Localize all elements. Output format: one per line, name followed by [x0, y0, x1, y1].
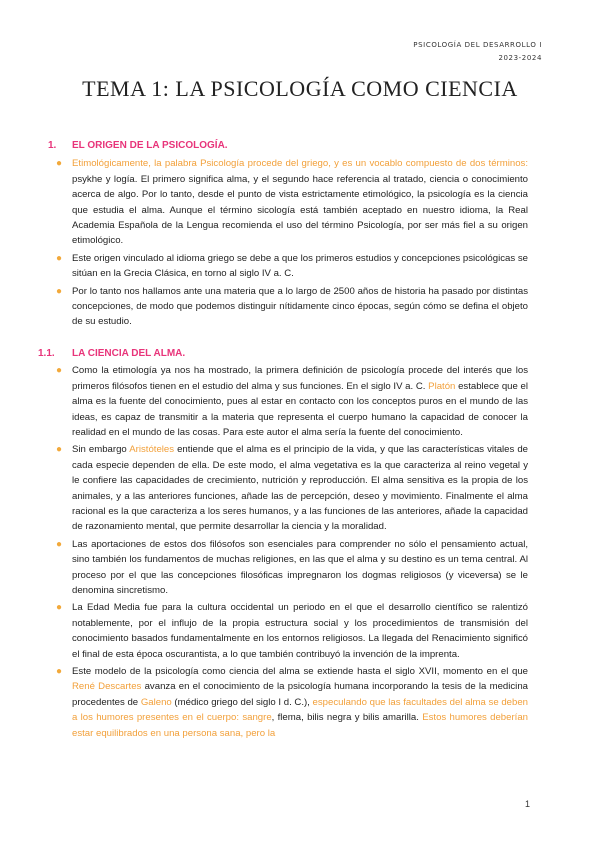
list-item: ● Este modelo de la psicología como ciencia del alma se extiende hasta el siglo XVII, momento en el que René Descartes avanza en el conocimiento de la psicología humana incorporando la tesis de la medicina procedentes de Galeno (médico griego del siglo I d. C.), especulando que las facultades del alma se deben a los humores presentes en el cuerpo: sangre, flema, bilis negra y bilis amarilla. Estos humores deberían estar equilibrados en una persona sana, pero la [56, 666, 529, 739]
section-1-list [48, 156, 528, 329]
bullet-icon: ● [56, 444, 63, 456]
bullet-icon: ● [56, 666, 63, 677]
course-name: PSICOLOGÍA DEL DESARROLLO I [413, 41, 542, 49]
list-item: ● Por lo tanto nos hallamos ante una materia que a lo largo de 2500 años de historia ha pasado por distintas concepciones, de modo que podemos distinguir nítidamente cinco épocas, según cómo se defina el objeto de su estudio. [56, 285, 528, 328]
bullet-icon: ● [56, 252, 63, 264]
page-title: TEMA 1: LA PSICOLOGÍA COMO CIENCIA [82, 76, 518, 101]
section-1-1-list [48, 363, 528, 741]
bullet-icon: ● [56, 158, 63, 170]
list-item: ● Las aportaciones de estos dos filósofos son esenciales para comprender no sólo el pensamiento actual, sino también los fundamentos de muchas religiones, en las que el alma y su destino es un tema central. Al proceso por el que las concepciones filosóficas impregnaron los dogmas religiosos (y viceversa) se le denomina sincretismo. [56, 538, 528, 596]
bullet-icon: ● [56, 285, 63, 297]
document-header [413, 39, 542, 65]
section-heading-1 [48, 138, 528, 153]
section-heading-1-1 [38, 346, 528, 361]
list-item: ● Sin embargo Aristóteles entiende que el alma es el principio de la vida, y que las características vitales de cada especie dependen de ella. De este modo, el alma vegetativa es la que caracteriza al reino vegetal y le confiere las capacidades de crecimiento, nutrición y reproducción. El alma sensitiva es la propia de los animales, y a las anteriores funciones, añade las de percepción, deseo y movimiento. Finalmente el alma racional es la que caracteriza a los seres humanos, y a las funciones de las anteriores, añade la capacidad de razonamiento mental, que permite desarrollar la ciencia y la moralidad. [56, 444, 528, 533]
academic-year: 2023-2024 [498, 54, 542, 62]
list-item: ● Como la etimología ya nos ha mostrado, la primera definición de psicología procede del interés que los primeros filósofos tienen en el estudio del alma y sus funciones. En el siglo IV a. C. Platón establece que el alma es la fuente del conocimiento, pues al estar en contacto con los conceptos puros en el mundo de las ideas, es capaz de transmitir a la materia que representa el cuerpo humano la capacidad de conocer la realidad en el mundo de las cosas. Para este autor el alma sería la fuente del conocimiento. [56, 365, 528, 438]
section-title: EL ORIGEN DE LA PSICOLOGÍA. [72, 140, 228, 151]
main-content [38, 138, 529, 743]
section-number: 1.1. [38, 347, 55, 359]
list-item: ● La Edad Media fue para la cultura occidental un periodo en el que el desarrollo científico se ralentizó notablemente, por el influjo de la propia estructura social y los procedimientos de transmisión del conocimiento basados fundamentalmente en los entornos religiosos. La llegada del Renacimiento significó el final de esta época oscurantista, a lo que también contribuyó la invención de la imprenta. [56, 602, 528, 660]
bullet-icon: ● [56, 365, 63, 377]
section-number: 1. [48, 140, 57, 151]
page-number: 1 [524, 799, 530, 809]
list-item: ● Este origen vinculado al idioma griego se debe a que los primeros estudios y concepciones psicológicas se sitúan en la Grecia Clásica, en torno al siglo IV a. C. [56, 252, 528, 280]
section-title: LA CIENCIA DEL ALMA. [72, 347, 186, 359]
list-item: ● Etimológicamente, la palabra Psicología procede del griego, y es un vocablo compuesto de dos términos: psykhe y logía. El primero significa alma, y el segundo hace referencia al tratado, ciencia o conocimiento acerca de algo. Por lo tanto, desde el punto de vista estrictamente etimológico, la psicología es la ciencia que estudia el alma. Aunque el término sicología está también aceptado en nuestro idioma, la Real Academia Española de la Lengua recomienda el uso del término Psicología, por ser más fiel a su origen etimológico. [56, 158, 528, 247]
bullet-icon: ● [56, 538, 63, 550]
bullet-icon: ● [56, 602, 63, 614]
